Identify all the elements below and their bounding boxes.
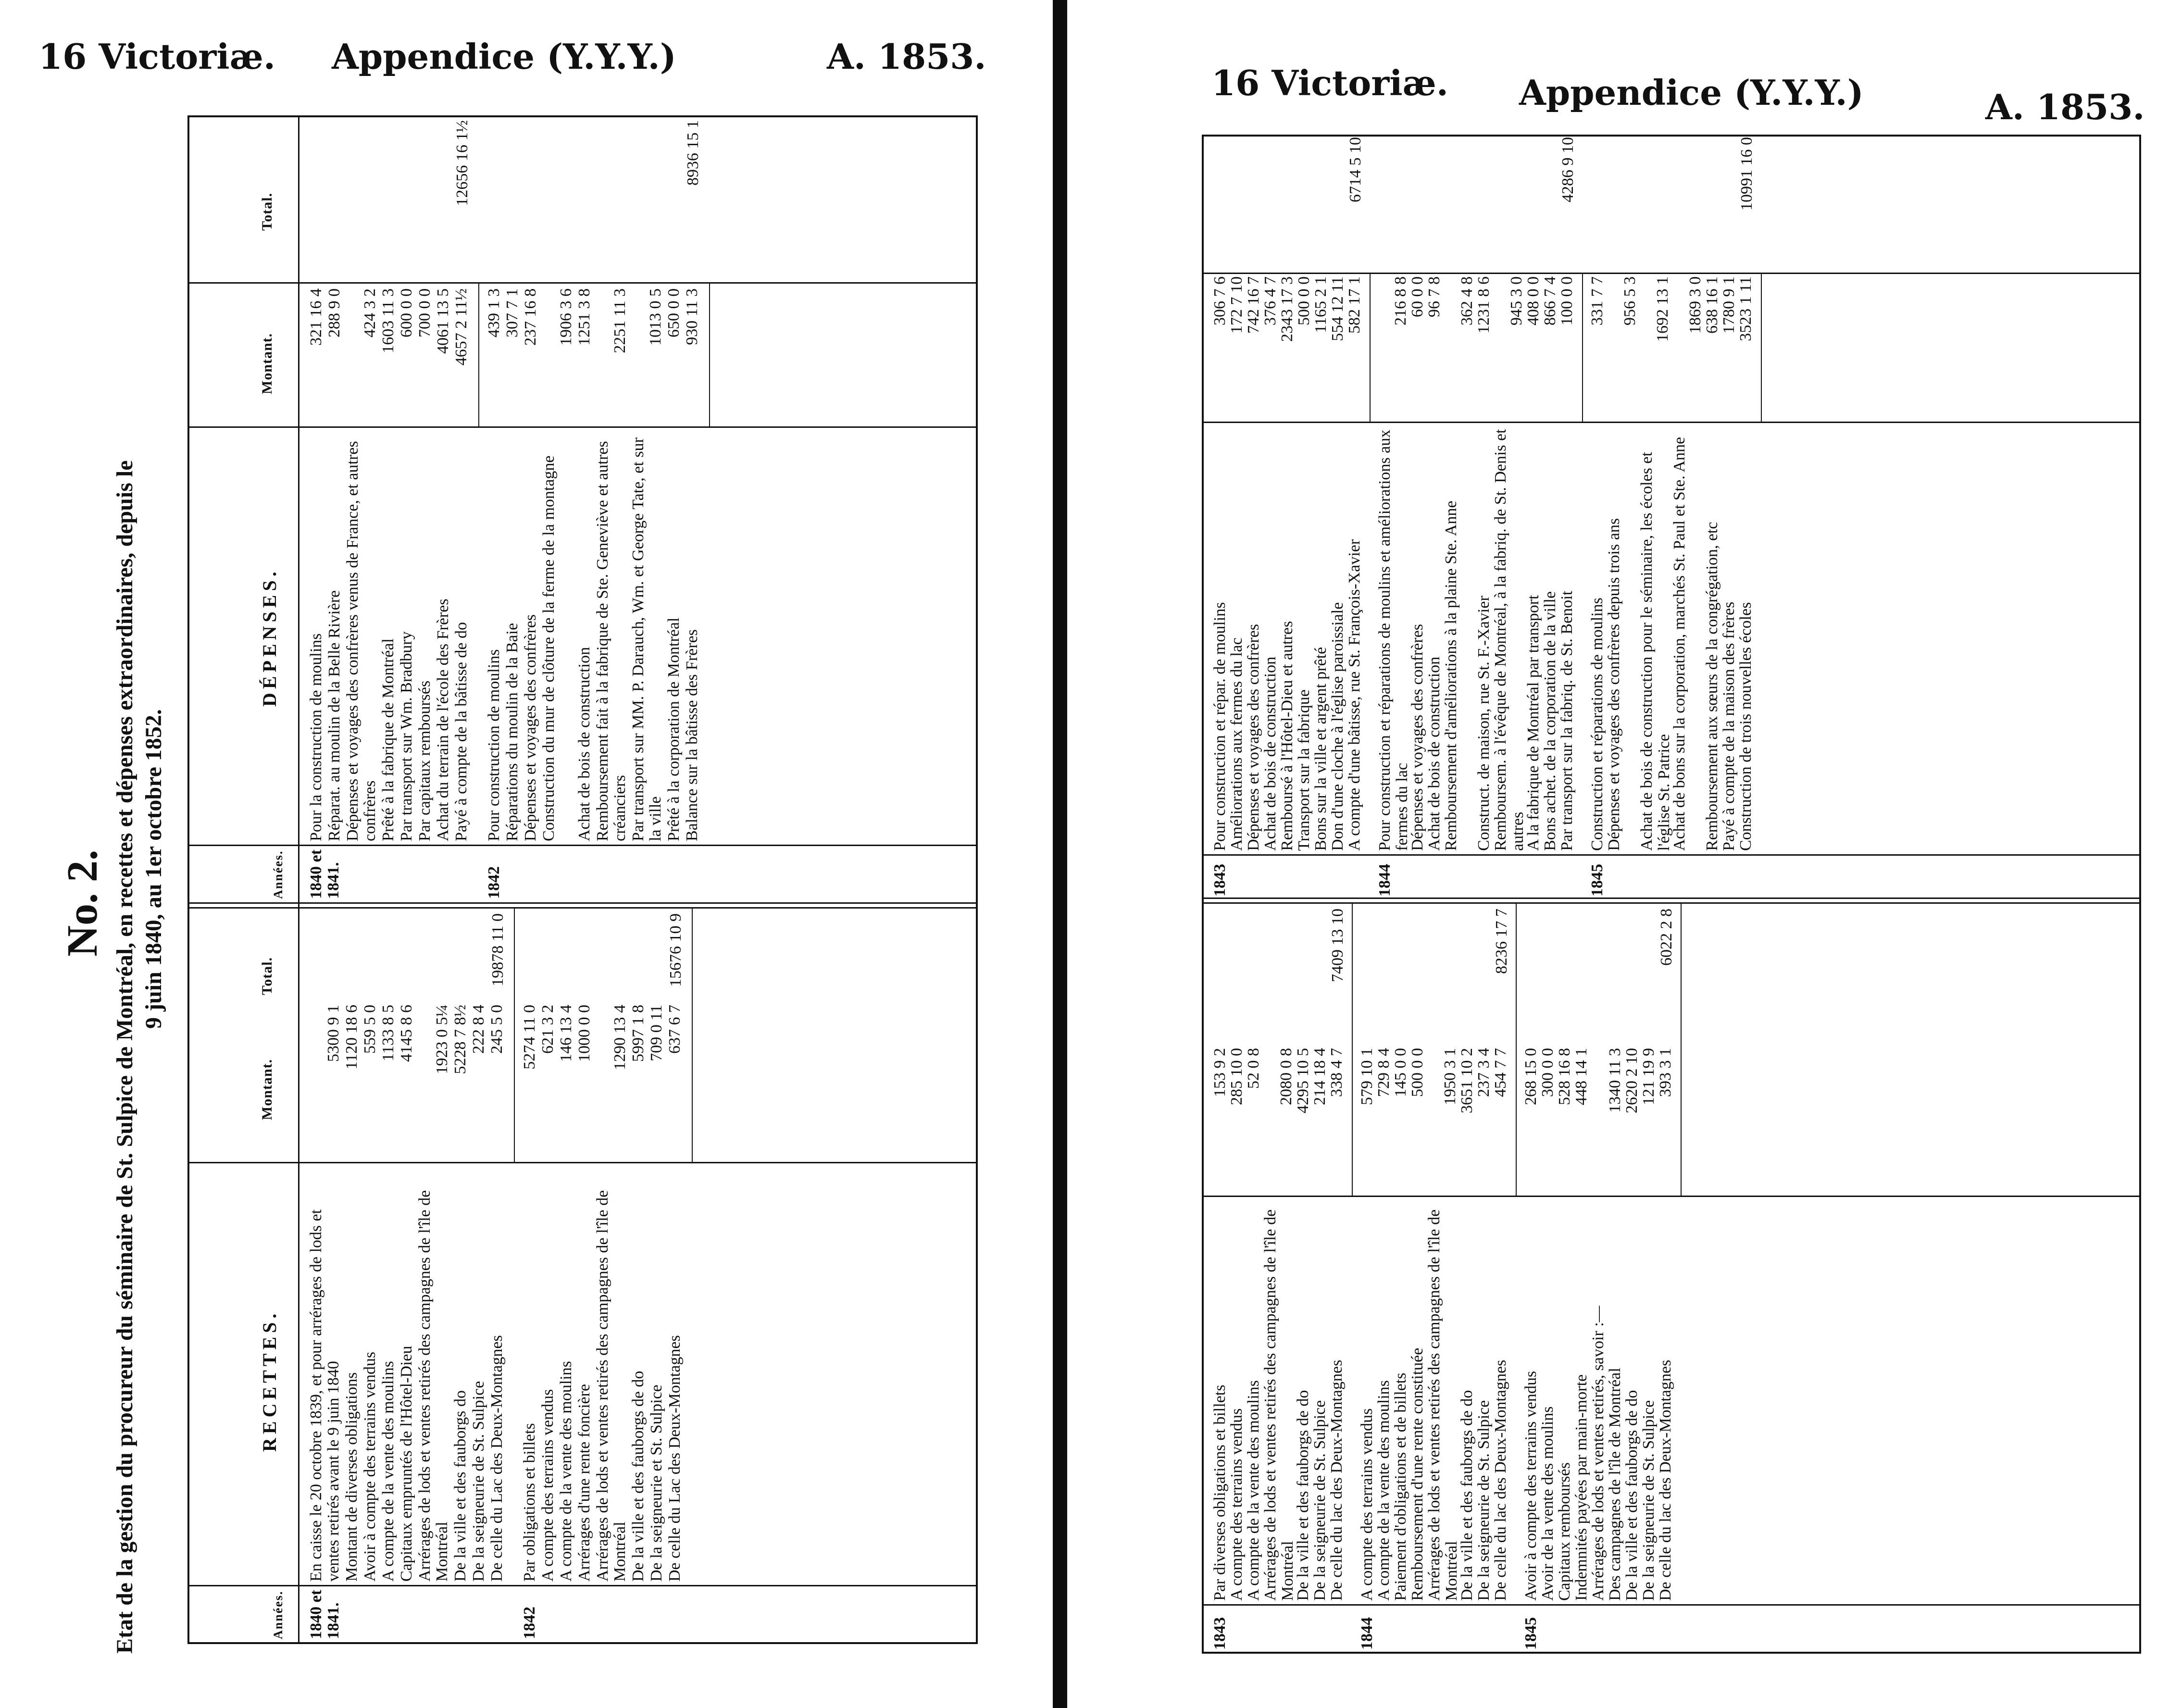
entry-amount: 1869 3 0 [1686, 276, 1704, 334]
entry-text: Remboursé à l'Hôtel-Dieu et autres [1278, 621, 1296, 851]
entry-amount: 307 7 1 [503, 288, 521, 337]
entry-text: Transport sur la fabrique [1295, 689, 1313, 851]
entry-amount: 1950 3 1 [1441, 1048, 1459, 1105]
entry-amount: 709 0 11 [648, 1005, 665, 1061]
section-total: 10991 16 0 [1738, 137, 1756, 211]
entry-text: Pour construction et réparations de moulins et améliorations aux fermes du lac [1376, 429, 1411, 851]
section-total: 8936 15 1 [684, 120, 702, 186]
section-total: 19878 11 0 [489, 913, 507, 986]
section-rule [514, 909, 515, 1163]
section-rule [1352, 904, 1353, 1197]
doc-title-line2: 9 juin 1840, au 1er octobre 1852. [141, 709, 166, 1029]
entry-text: A la fabrique de Montréal par transport [1524, 595, 1542, 851]
entry-amount: 448 14 1 [1572, 1048, 1590, 1105]
entry-amount: 500 0 0 [1295, 276, 1313, 325]
right-header-right: A. 1853. [1985, 87, 2145, 127]
entry-text: Achat de bons sur la corporation, marchés St. Paul et Ste. Anne [1670, 436, 1688, 851]
entry-text: Pour construction de moulins [485, 649, 503, 841]
section-year: 1842 [521, 1607, 538, 1639]
entry-text: De celle du lac des Deux-Montagnes [1328, 1359, 1346, 1601]
section-rule [1681, 904, 1682, 1197]
entry-text: A compte de la vente des moulins [1375, 1380, 1393, 1601]
entry-amount: 554 12 11 [1329, 276, 1346, 341]
entry-text: Montant de diverses obligations [343, 1372, 361, 1582]
entry-amount: 362 4 8 [1458, 276, 1476, 325]
entry-amount: 1906 3 6 [557, 288, 575, 346]
right-header-left: 16 Victoriæ. [1211, 62, 1448, 103]
entry-text: Achat de bois de construction [575, 647, 593, 841]
section-rule [1516, 904, 1517, 1197]
entry-text: Avoir de la vente des moulins [1539, 1406, 1557, 1601]
entry-text: Capitaux remboursés [1556, 1462, 1573, 1601]
entry-amount: 172 7 10 [1228, 276, 1246, 334]
entry-text: Prêté à la corporation de Montréal [665, 617, 683, 841]
entry-amount: 1923 0 5¼ [433, 1005, 451, 1074]
entry-amount: 245 5 0 [488, 1005, 506, 1054]
entry-text: Dépenses et voyages des confrères venus de France, et autres confrères [344, 441, 379, 841]
entry-text: Payé à compte de la bâtisse de do [452, 622, 470, 841]
entry-text: Pour la construction de moulins [307, 633, 325, 841]
entry-text: Achat de bois de construction [1425, 656, 1443, 851]
entry-amount: 621 3 2 [539, 1005, 557, 1054]
entry-amount: 237 16 8 [522, 288, 539, 346]
entry-amount: 52 0 8 [1245, 1048, 1262, 1089]
entry-amount: 638 16 1 [1703, 276, 1721, 334]
entry-amount: 4145 8 6 [398, 1005, 415, 1062]
entry-text: A compte des terrains vendus [1228, 1408, 1246, 1601]
entry-text: Par transport sur MM. P. Darauch, Wm. et George Tate, et sur la ville [629, 437, 664, 841]
section-year: 1845 [1588, 864, 1606, 897]
entry-text: Don d'une cloche à l'église paroissiale [1329, 602, 1346, 851]
entry-text: A compte des terrains vendus [539, 1389, 557, 1582]
col-annees-recettes: Années. [271, 1590, 285, 1639]
entry-text: Par transport sur Wm. Bradbury [398, 631, 415, 841]
entry-amount: 408 0 0 [1524, 276, 1542, 325]
col-montant-left: Montant. [259, 1059, 275, 1120]
entry-amount: 3523 1 11 [1737, 276, 1755, 341]
entry-amount: 321 16 4 [307, 288, 325, 346]
entry-amount: 2343 17 3 [1278, 276, 1296, 342]
entry-amount: 268 15 0 [1522, 1048, 1540, 1105]
section-year: 1843 [1211, 864, 1229, 897]
entry-text: Bons achet. de la corporation de la ville [1541, 591, 1559, 851]
entry-text: Dépenses et voyages des confrères [1409, 623, 1426, 851]
entry-amount: 2251 11 3 [611, 288, 629, 353]
entry-amount: 2620 2 10 [1623, 1048, 1641, 1113]
entry-text: De la ville et des fauborgs do [451, 1390, 469, 1582]
entry-text: Des campagnes de l'île de Montréal [1606, 1368, 1624, 1601]
entry-amount: 1133 8 5 [379, 1005, 397, 1061]
entry-text: A compte des terrains vendus [1358, 1408, 1376, 1601]
entry-amount: 500 0 0 [1409, 1048, 1426, 1097]
entry-text: Arrérages de lods et ventes retirés des campagnes de l'île de Montréal [416, 1190, 451, 1582]
entry-text: En caisse le 20 octobre 1839, et pour arrérages de lods et ventes retirés avant le 9 juin 1840 [307, 1209, 342, 1582]
entry-amount: 742 16 7 [1245, 276, 1262, 334]
entry-amount: 1780 9 1 [1720, 276, 1738, 334]
entry-amount: 60 0 0 [1409, 276, 1426, 317]
page-gutter [1053, 0, 1067, 1708]
entry-amount: 650 0 0 [665, 288, 683, 337]
col-montant-right: Montant. [259, 333, 275, 394]
doc-title-line1: Etat de la gestion du procureur du séminaire de St. Sulpice de Montréal, en recettes et dépenses extraordinaires, depuis le [112, 460, 137, 1654]
section-total: 6714 5 10 [1346, 137, 1364, 202]
entry-amount: 393 3 1 [1657, 1048, 1674, 1097]
entry-text: Construction et réparations de moulins [1588, 598, 1606, 851]
entry-amount: 5300 9 1 [324, 1005, 342, 1062]
entry-text: De la seigneurie de St. Sulpice [1475, 1400, 1493, 1601]
entry-amount: 237 3 4 [1475, 1048, 1493, 1097]
entry-amount: 579 10 1 [1358, 1048, 1376, 1105]
entry-text: Arrérages de lods et ventes retirés, savoir :— [1589, 1306, 1607, 1601]
left-header-right: A. 1853. [827, 36, 986, 77]
section-year: 1840 et 1841. [307, 849, 342, 899]
entry-amount: 300 0 0 [1539, 1048, 1557, 1097]
entry-amount: 4295 10 5 [1294, 1048, 1312, 1113]
entry-amount: 637 6 7 [666, 1005, 684, 1054]
entry-amount: 439 1 3 [485, 288, 503, 337]
entry-text: Améliorations aux fermes du lac [1228, 637, 1246, 851]
entry-amount: 376 4 7 [1261, 276, 1279, 325]
entry-amount: 1231 8 6 [1475, 276, 1493, 334]
entry-amount: 153 9 2 [1211, 1048, 1229, 1097]
col-total-right: Total. [259, 192, 275, 231]
section-year: 1844 [1376, 864, 1394, 897]
entry-amount: 1000 0 0 [575, 1005, 593, 1062]
entry-amount: 4061 13 5 [434, 288, 452, 354]
entry-amount: 559 5 0 [361, 1005, 379, 1054]
entry-amount: 5228 7 8½ [451, 1005, 469, 1074]
entry-text: Pour construction et répar. de moulins [1211, 602, 1229, 851]
entry-amount: 1165 2 1 [1312, 276, 1330, 333]
entry-text: A compte de la vente des moulins [379, 1361, 397, 1582]
entry-amount: 945 3 0 [1508, 276, 1525, 325]
entry-text: Remboursem. à l'évêque de Montréal, à la fabriq. de St. Denis et autres [1492, 429, 1527, 851]
entry-amount: 338 4 7 [1328, 1048, 1346, 1097]
entry-text: Achat de bois de construction pour le séminaire, les écoles et l'église St. Patrice [1638, 452, 1673, 851]
entry-text: Par diverses obligations et billets [1211, 1384, 1229, 1601]
section-rule [1370, 274, 1371, 423]
section-year: 1845 [1522, 1617, 1540, 1650]
entry-text: Arrérages de lods et ventes retirés des campagnes de l'île de Montréal [1261, 1209, 1296, 1601]
entry-amount: 285 10 0 [1228, 1048, 1246, 1105]
entry-text: Réparations du moulin de la Baie [503, 623, 521, 841]
entry-text: Dépenses et voyages des confrères [522, 614, 539, 841]
entry-text: De celle du Lac des Deux-Montagnes [666, 1335, 684, 1582]
entry-text: De la seigneurie de St. Sulpice [470, 1381, 487, 1582]
entry-text: De la ville et des fauborgs de do [629, 1371, 647, 1582]
section-rule [1761, 274, 1762, 423]
entry-text: De celle du Lac des Deux-Montagnes [488, 1335, 506, 1582]
entry-text: Bons sur la ville et argent prêté [1312, 647, 1330, 851]
entry-text: De celle du lac des Deux-Montagnes [1492, 1359, 1509, 1601]
entry-text: Achat de bois de construction [1261, 656, 1279, 851]
entry-text: Avoir à compte des terrains vendus [1522, 1371, 1540, 1601]
entry-amount: 121 19 9 [1640, 1048, 1658, 1105]
section-rule [692, 909, 693, 1163]
entry-text: Par capitaux remboursés [416, 680, 434, 841]
entry-amount: 1290 13 4 [611, 1005, 629, 1070]
section-total: 15676 10 9 [667, 913, 685, 987]
doc-number: No. 2. [59, 849, 106, 957]
entry-text: A compte de la vente des moulins [1245, 1380, 1262, 1601]
col-annees-depenses: Années. [271, 850, 285, 899]
section-year: 1844 [1358, 1617, 1376, 1650]
entry-amount: 454 7 7 [1492, 1048, 1509, 1097]
entry-amount: 5997 1 8 [629, 1005, 647, 1062]
entry-amount: 600 0 0 [398, 288, 415, 337]
entry-text: Payé à compte de la maison des frères [1720, 601, 1738, 851]
entry-text: Construction du mur de clôture de la ferme de la montagne [540, 455, 558, 841]
entry-text: Dépenses et voyages des confrères depuis trois ans [1605, 518, 1623, 851]
entry-text: De la ville et des fauborgs de do [1458, 1390, 1476, 1601]
entry-amount: 214 18 4 [1311, 1048, 1329, 1105]
entry-amount: 1251 3 8 [575, 288, 593, 346]
entry-text: Indemnités payées par main-morte [1572, 1374, 1590, 1601]
entry-text: De la seigneurie de St. Sulpice [1640, 1400, 1658, 1601]
entry-amount: 1120 18 6 [343, 1005, 361, 1070]
entry-amount: 729 8 4 [1375, 1048, 1393, 1097]
section-total: 6022 2 8 [1658, 909, 1675, 966]
entry-text: A compte d'une bâtisse, rue St. François-Xavier [1346, 539, 1363, 851]
entry-amount: 930 11 3 [683, 288, 701, 345]
section-year: 1843 [1211, 1617, 1229, 1650]
entry-text: Remboursement fait à la fabrique de Ste. Geneviève et autres créanciers [594, 441, 629, 841]
entry-amount: 306 7 6 [1211, 276, 1229, 325]
section-total: 7409 13 10 [1329, 909, 1346, 982]
col-total-left: Total. [259, 957, 275, 995]
entry-text: De celle du lac des Deux-Montagnes [1657, 1359, 1674, 1601]
entry-text: Par transport sur la fabriq. de St. Benoit [1558, 590, 1576, 851]
entry-text: Dépenses et voyages des confrères [1245, 623, 1262, 851]
right-header-center: Appendice (Y.Y.Y.) [1519, 72, 1864, 113]
entry-text: Réparat. au moulin de la Belle Rivière [325, 590, 343, 841]
entry-text: De la ville et des fauborgs de do [1294, 1390, 1312, 1601]
entry-amount: 866 7 4 [1541, 276, 1559, 325]
entry-text: De la seigneurie de St. Sulpice [1311, 1400, 1329, 1601]
entry-amount: 582 17 1 [1346, 276, 1363, 334]
entry-amount: 100 0 0 [1558, 276, 1576, 325]
entry-amount: 5274 11 0 [521, 1005, 538, 1070]
entry-text: A compte de la vente des moulins [557, 1361, 575, 1582]
entry-text: Achat du terrain de l'école des Frères [434, 598, 452, 841]
entry-amount: 331 7 7 [1588, 276, 1606, 325]
entry-amount: 96 7 8 [1425, 276, 1443, 317]
entry-amount: 1692 13 1 [1654, 276, 1671, 342]
entry-text: Arrérages de lods et ventes retirés des campagnes de l'île de Montréal [1425, 1209, 1460, 1601]
entry-amount: 956 5 3 [1621, 276, 1639, 325]
entry-amount: 222 8 4 [470, 1005, 487, 1054]
section-total: 12656 16 1½ [453, 120, 471, 206]
entry-text: Arrérages d'une rente foncière [575, 1384, 593, 1582]
entry-text: Capitaux empruntés de l'Hôtel-Dieu [398, 1346, 415, 1582]
col-recettes: RECETTES. [259, 1309, 280, 1452]
col-depenses: DÉPENSES. [259, 568, 280, 707]
section-rule [1582, 274, 1583, 423]
entry-amount: 1013 0 5 [647, 288, 664, 346]
entry-amount: 700 0 0 [416, 288, 434, 337]
entry-text: Construction de trois nouvelles écoles [1737, 602, 1755, 851]
entry-amount: 146 13 4 [557, 1005, 575, 1062]
entry-amount: 4657 2 11½ [452, 288, 470, 366]
section-total: 4286 9 10 [1559, 137, 1577, 202]
entry-amount: 216 8 8 [1392, 276, 1409, 325]
entry-amount: 288 9 0 [325, 288, 343, 337]
entry-text: De la seigneurie et St. Sulpice [648, 1384, 665, 1582]
entry-amount: 1340 11 3 [1606, 1048, 1624, 1113]
entry-amount: 145 0 0 [1392, 1048, 1409, 1097]
entry-text: Par obligations et billets [521, 1423, 538, 1582]
entry-amount: 2080 0 8 [1277, 1048, 1295, 1105]
entry-text: Remboursement aux sœurs de la congrégation, etc [1703, 522, 1721, 851]
entry-text: Construct. de maison, rue St. F.-Xavier [1475, 596, 1493, 851]
entry-text: Prêté à la fabrique de Montréal [379, 638, 397, 841]
right-table [1202, 135, 2144, 1654]
entry-amount: 3651 10 2 [1458, 1048, 1476, 1113]
section-total: 8236 17 7 [1493, 909, 1510, 974]
section-year: 1842 [485, 866, 503, 899]
section-rule [709, 284, 710, 428]
entry-amount: 528 16 8 [1556, 1048, 1573, 1105]
section-rule [478, 284, 479, 428]
entry-text: Avoir à compte des terrains vendus [361, 1351, 379, 1582]
entry-text: De la ville et des fauborgs de do [1623, 1390, 1641, 1601]
entry-text: Paiement d'obligations et de billets [1392, 1372, 1409, 1601]
entry-text: Balance sur la bâtisse des Frères [683, 629, 701, 841]
entry-amount: 424 3 2 [361, 288, 379, 337]
section-year: 1840 et 1841. [307, 1590, 342, 1639]
entry-text: Remboursement d'une rente constituée [1409, 1347, 1426, 1601]
left-table [187, 115, 981, 1644]
entry-text: Arrérages de lods et ventes retirés des campagnes de l'île de Montréal [594, 1190, 629, 1582]
left-header-left: 16 Victoriæ. [38, 36, 275, 77]
entry-amount: 1603 11 3 [379, 288, 397, 353]
left-header-center: Appendice (Y.Y.Y.) [332, 36, 676, 77]
entry-text: Remboursement d'améliorations à la plaine Ste. Anne [1442, 500, 1460, 851]
